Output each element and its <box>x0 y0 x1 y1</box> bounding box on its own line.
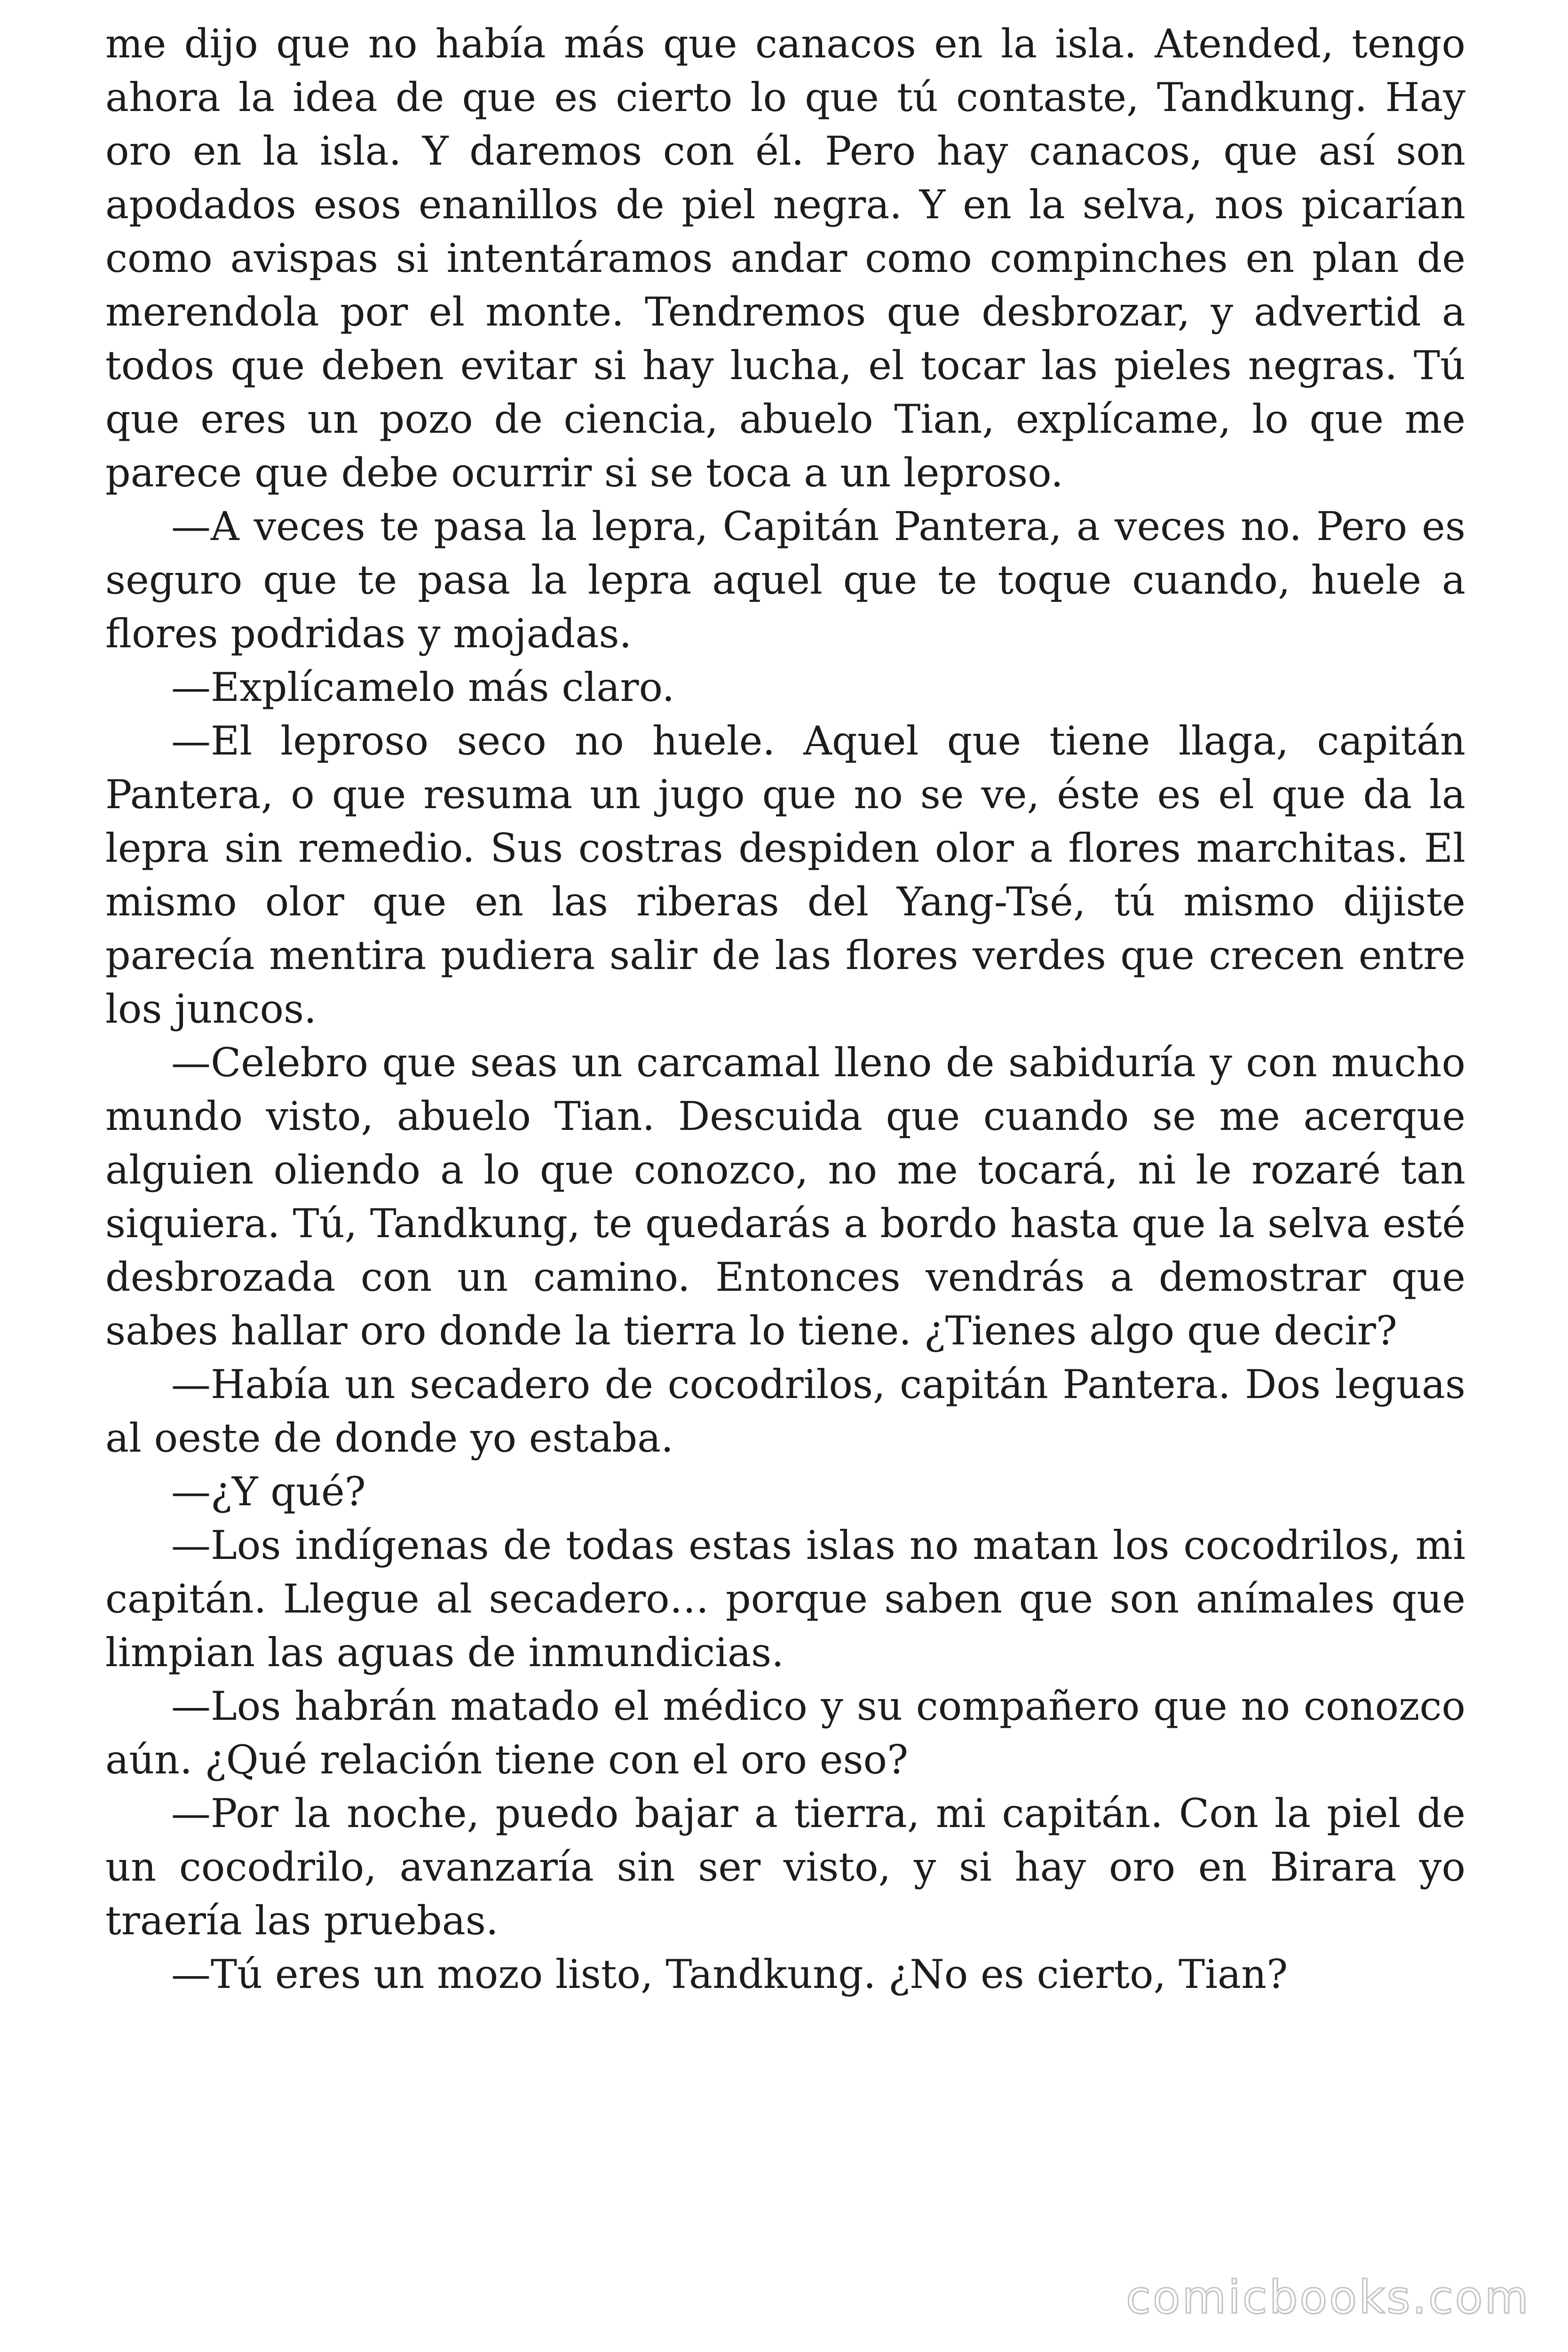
paragraph: —Tú eres un mozo listo, Tandkung. ¿No es cierto, Tian? <box>171 1951 1288 1997</box>
paragraph: me dijo que no había más que canacos en la isla. Atended, tengo ahora la idea de que es cierto lo que tú contaste, Tandkung. Hay oro en la isla. Y daremos con él. Pero hay canacos, que así son apodados esos enanillos de piel negra. Y en la selva, nos picarían como avispas si intentáramos andar como compinches en plan de merendola por el monte. Tendremos que desbrozar, y advertid a todos que deben evitar si hay lucha, el tocar las pieles negras. Tú que eres un pozo de ciencia, abuelo Tian, explícame, lo que me parece que debe ocurrir si se toca a un leproso. <box>105 21 1465 496</box>
paragraph: —Había un secadero de cocodrilos, capitán Pantera. Dos leguas al oeste de donde yo estaba. <box>105 1361 1465 1461</box>
paragraph: —Los indígenas de todas estas islas no matan los cocodrilos, mi capitán. Llegue al secadero… porque saben que son anímales que limpian las aguas de inmundicias. <box>105 1522 1465 1676</box>
paragraph: —Celebro que seas un carcamal lleno de sabiduría y con mucho mundo visto, abuelo Tian. Descuida que cuando se me acerque alguien oliendo a lo que conozco, no me tocará, ni le rozaré tan siquiera. Tú, Tandkung, te quedarás a bordo hasta que la selva esté desbrozada con un camino. Entonces vendrás a demostrar que sabes hallar oro donde la tierra lo tiene. ¿Tienes algo que decir? <box>105 1040 1465 1354</box>
paragraph: —A veces te pasa la lepra, Capitán Pantera, a veces no. Pero es seguro que te pasa la lepra aquel que te toque cuando, huele a flores podridas y mojadas. <box>105 503 1465 657</box>
paragraph: —Explícamelo más claro. <box>171 664 675 710</box>
paragraph: —Los habrán matado el médico y su compañero que no conozco aún. ¿Qué relación tiene con el oro eso? <box>105 1683 1465 1783</box>
paragraph: —Por la noche, puedo bajar a tierra, mi capitán. Con la piel de un cocodrilo, avanzaría sin ser visto, y si hay oro en Birara yo traería las pruebas. <box>105 1790 1465 1944</box>
paragraph: —¿Y qué? <box>171 1469 366 1515</box>
watermark: comicbooks.com <box>1125 2271 1530 2324</box>
body-text <box>105 17 1465 2001</box>
paragraph: —El leproso seco no huele. Aquel que tiene llaga, capitán Pantera, o que resuma un jugo que no se ve, éste es el que da la lepra sin remedio. Sus costras despiden olor a flores marchitas. El mismo olor que en las riberas del Yang-Tsé, tú mismo dijiste parecía mentira pudiera salir de las flores verdes que crecen entre los juncos. <box>105 718 1465 1032</box>
